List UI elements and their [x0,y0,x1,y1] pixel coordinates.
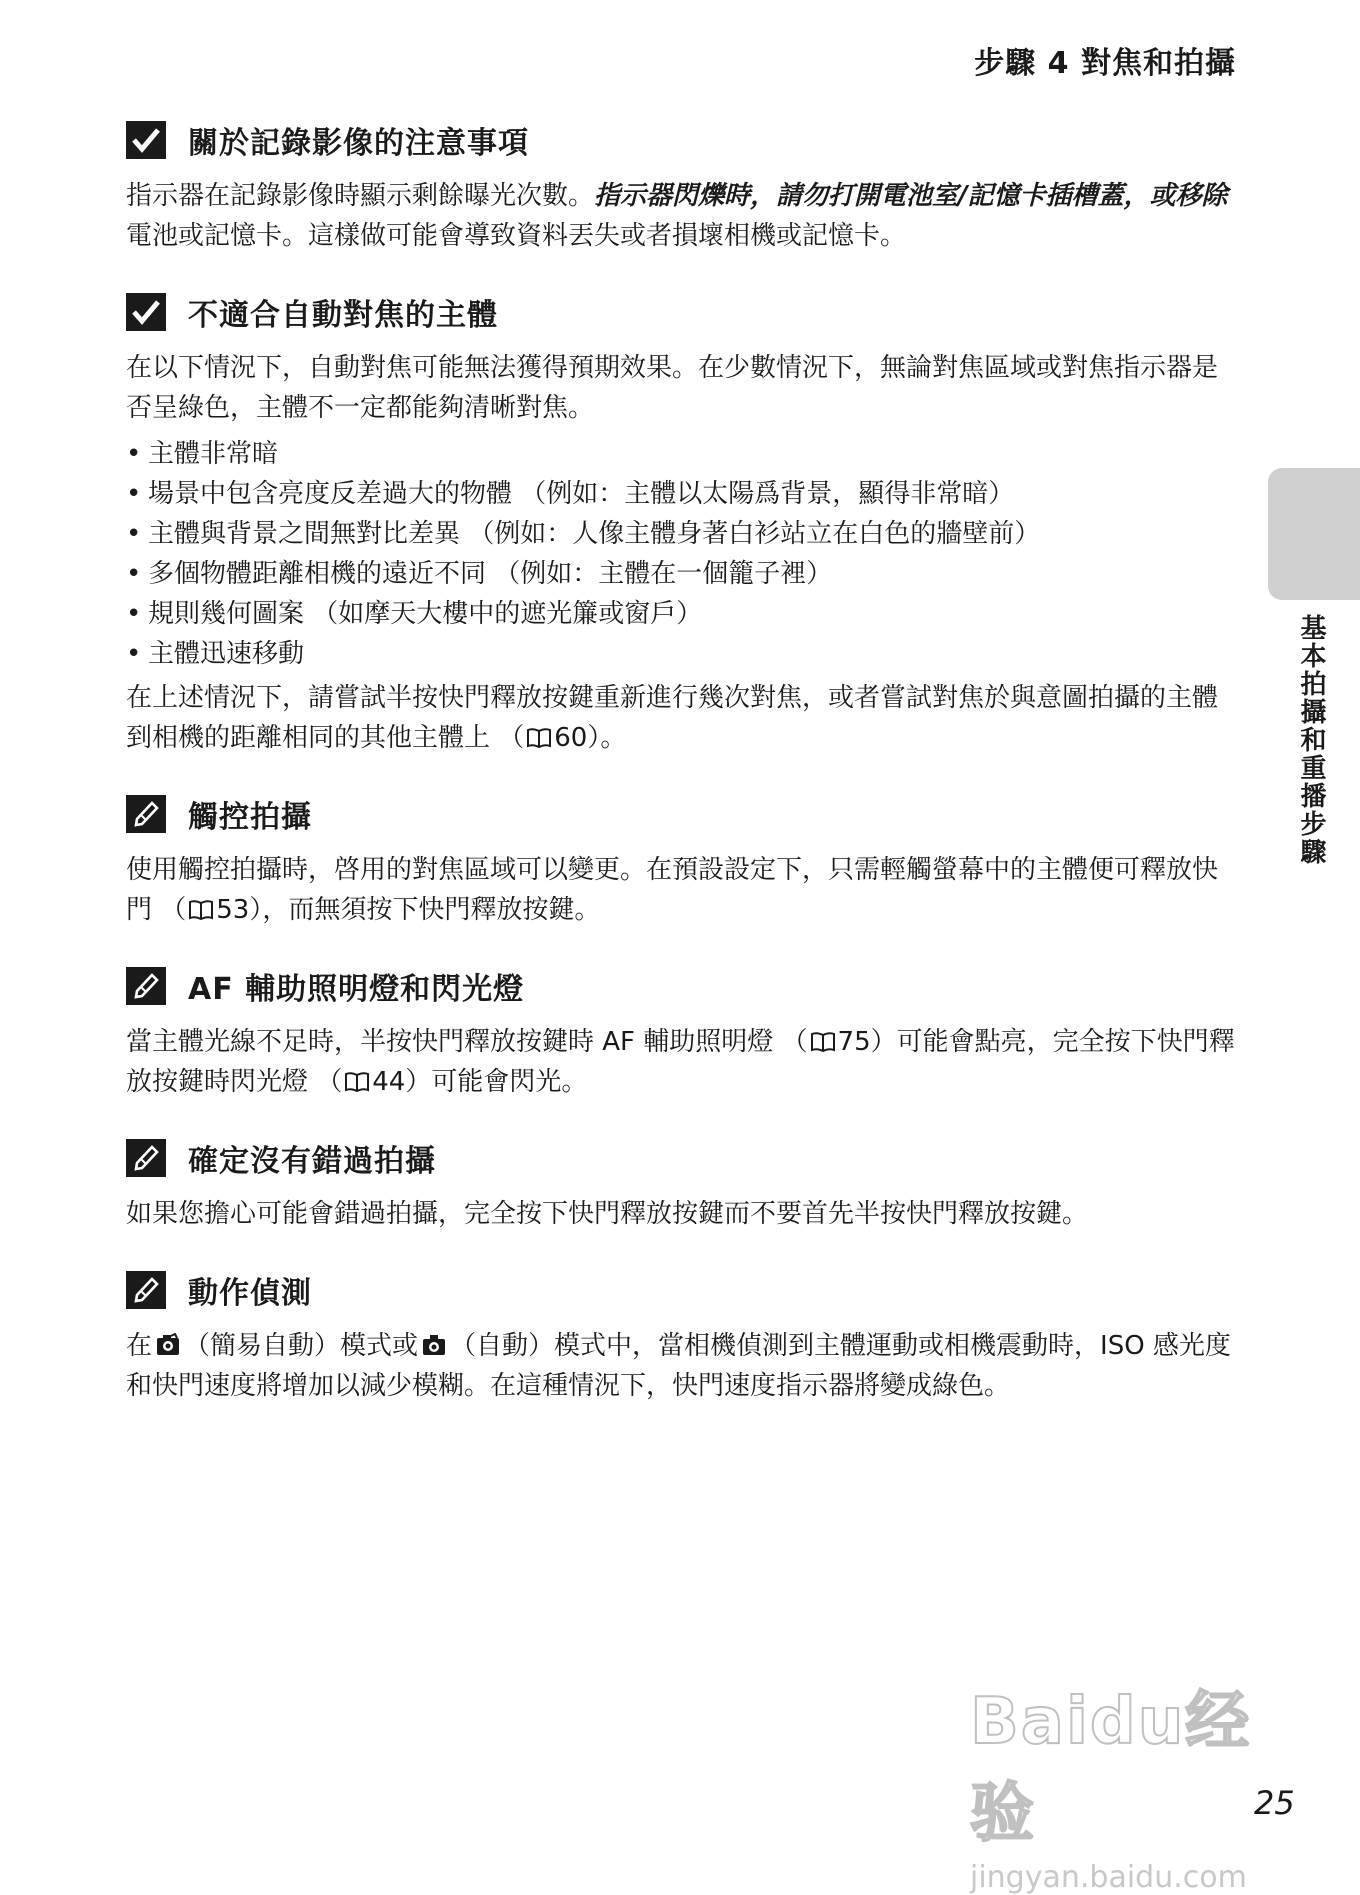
book-reference-icon [810,1025,836,1047]
page-reference[interactable]: 44 [372,1067,406,1097]
pencil-icon [126,1139,166,1177]
section-title: AF 輔助照明燈和閃光燈 [188,972,525,1007]
section-motion-detection [126,1268,1236,1406]
watermark-url: jingyan.baidu.com [970,1860,1247,1895]
section-body: 當主體光線不足時，半按快門釋放按鍵時 AF 輔助照明燈 （ 75）可能會點亮，完全按下快門釋放按鍵時閃光燈 （ 44）可能會閃光。 [126,1027,1235,1097]
section-heading [126,964,1236,1008]
page-number: 25 [1254,1784,1295,1822]
section-body: 如果您擔心可能會錯過拍攝，完全按下快門釋放按鍵而不要首先半按快門釋放按鍵。 [126,1199,1089,1229]
auto-mode-camera-icon [422,1329,446,1353]
chapter-tab [1268,468,1360,600]
section-title: 不適合自動對焦的主體 [188,298,498,333]
scene-auto-mode-icon [156,1329,180,1353]
check-icon [126,293,166,331]
pencil-icon [126,967,166,1005]
page-reference[interactable]: 75 [837,1027,871,1057]
section-title: 關於記錄影像的注意事項 [188,126,529,161]
section-body: 指示器在記錄影像時顯示剩餘曝光次數。指示器閃爍時，請勿打開電池室/記憶卡插槽蓋，或移除電池或記憶卡。這樣做可能會導致資料丟失或者損壞相機或記憶卡。 [126,181,1228,251]
section-heading [126,290,1236,334]
page-header: 步驟 4 對焦和拍攝 [974,46,1236,81]
page-reference[interactable]: 53 [216,895,250,925]
chapter-tab-label: 基本拍攝和重播步驟 [1296,614,1326,866]
section-heading [126,792,1236,836]
section-body: 使用觸控拍攝時，啓用的對焦區域可以變更。在預設設定下，只需輕觸螢幕中的主體便可釋放快門 （ 53），而無須按下快門釋放按鍵。 [126,855,1219,925]
section-recording-notes [126,118,1236,256]
section-title: 觸控拍攝 [188,800,312,835]
watermark-logo: Baidu经验 [970,1685,1252,1851]
list-item: • 規則幾何圖案 （如摩天大樓中的遮光簾或窗戶） [126,594,1236,634]
section-touch-shooting [126,792,1236,930]
warning-text: 指示器閃爍時，請勿打開電池室/記憶卡插槽蓋，或移除 [594,181,1228,211]
section-no-missed-shot [126,1136,1236,1234]
page-content [126,118,1236,1440]
list-item: • 主體與背景之間無對比差異 （例如：人像主體身著白衫站立在白色的牆壁前） [126,514,1236,554]
section-intro: 在以下情況下，自動對焦可能無法獲得預期效果。在少數情況下，無論對焦區域或對焦指示器是否呈綠色，主體不一定都能夠清晰對焦。 [126,353,1219,423]
list-item: • 主體迅速移動 [126,634,1236,674]
book-reference-icon [188,893,214,915]
watermark [970,1670,1270,1895]
book-reference-icon [344,1065,370,1087]
section-title: 確定沒有錯過拍攝 [188,1144,436,1179]
pencil-icon [126,1271,166,1309]
check-icon [126,121,166,159]
section-af-unsuitable [126,290,1236,758]
section-af-assist-flash [126,964,1236,1102]
list-item: • 場景中包含亮度反差過大的物體 （例如：主體以太陽爲背景，顯得非常暗） [126,474,1236,514]
section-title: 動作偵測 [188,1276,312,1311]
bullet-list [126,434,1236,674]
pencil-icon [126,795,166,833]
book-reference-icon [526,721,552,743]
list-item: • 多個物體距離相機的遠近不同 （例如：主體在一個籠子裡） [126,554,1236,594]
section-body: 在 （簡易自動）模式或 （自動）模式中，當相機偵測到主體運動或相機震動時，ISO 感光度和快門速度將增加以減少模糊。在這種情況下，快門速度指示器將變成綠色。 [126,1331,1231,1401]
section-heading [126,118,1236,162]
section-heading [126,1268,1236,1312]
section-outro: 在上述情況下，請嘗試半按快門釋放按鍵重新進行幾次對焦，或者嘗試對焦於與意圖拍攝的主體到相機的距離相同的其他主體上 （ 60）。 [126,683,1219,753]
section-heading [126,1136,1236,1180]
list-item: • 主體非常暗 [126,434,1236,474]
page-reference[interactable]: 60 [554,723,588,753]
